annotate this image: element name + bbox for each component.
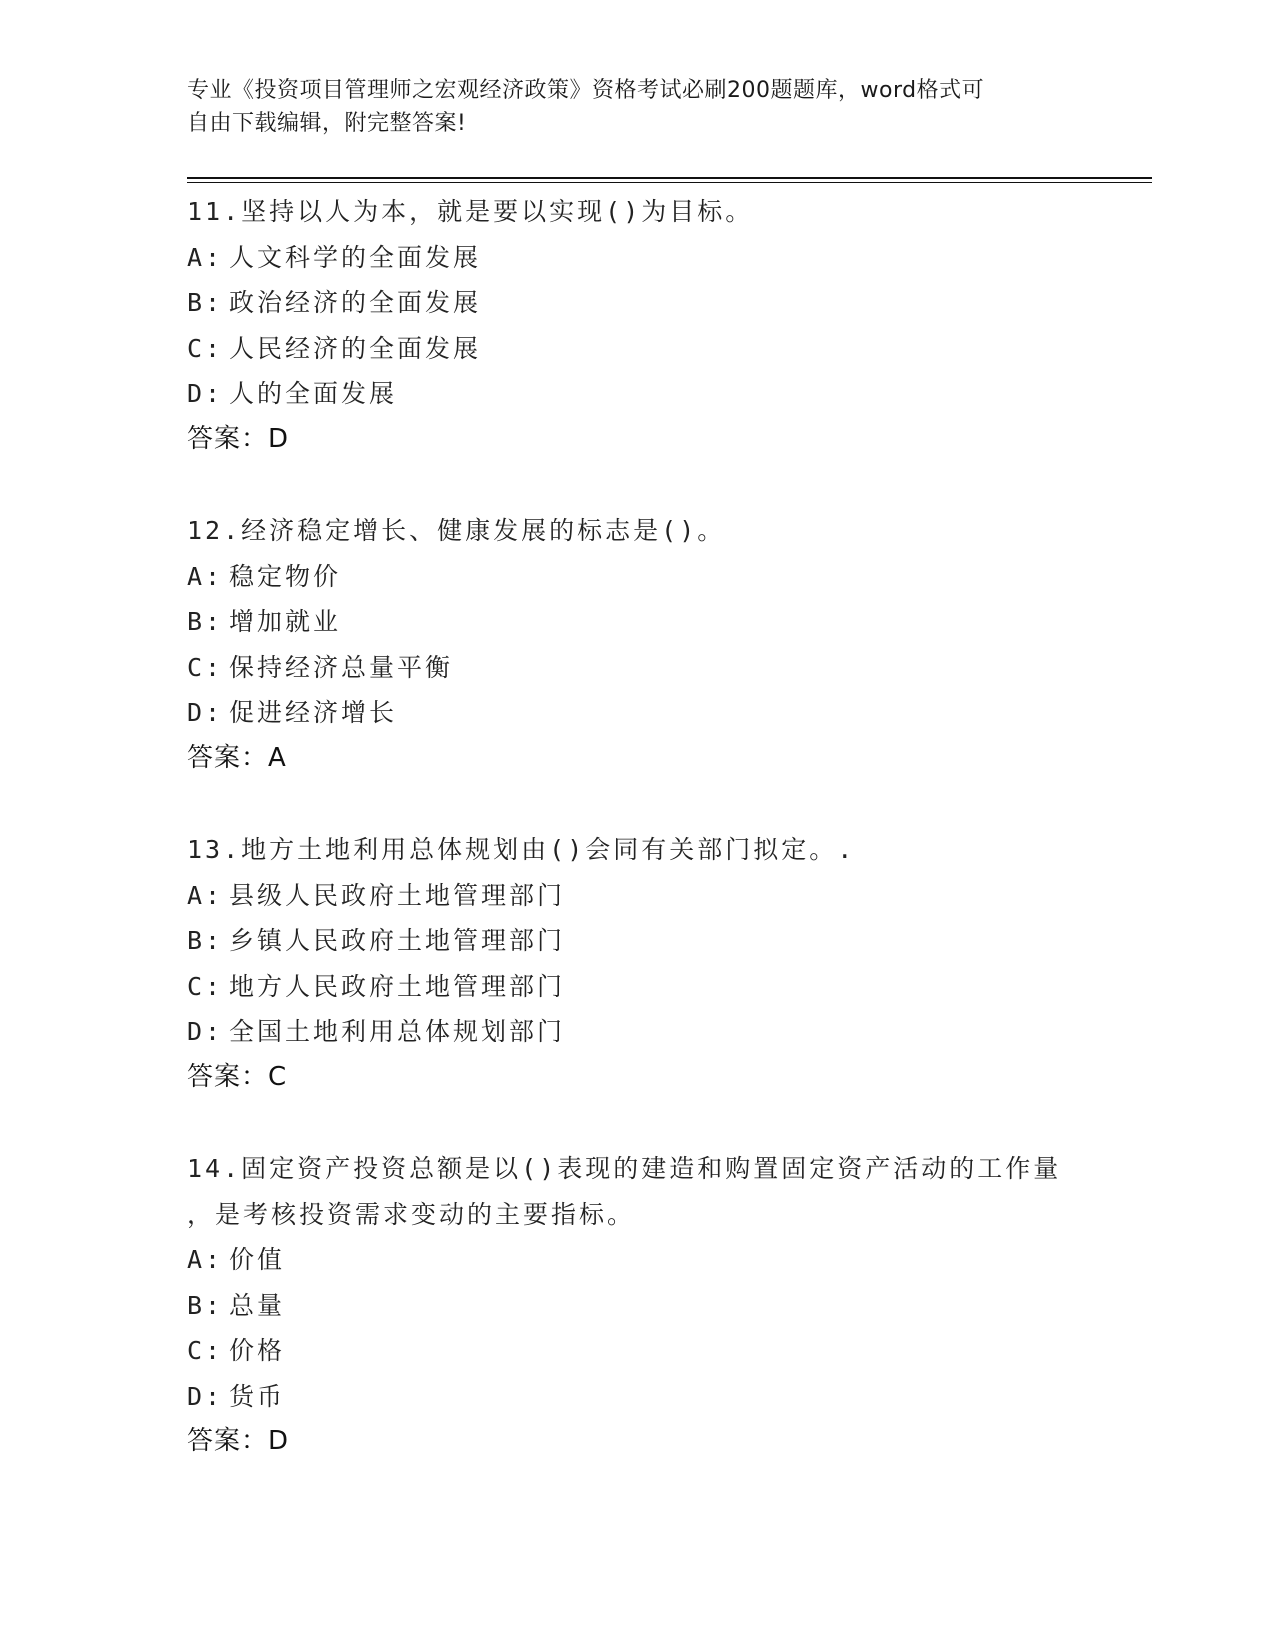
option-text: 人民经济的全面发展 [229, 333, 482, 363]
option-text: 总量 [229, 1290, 286, 1320]
question-11 [187, 189, 1117, 462]
option-key: D: [187, 698, 224, 727]
option-a [187, 235, 1117, 281]
option-a [187, 873, 1117, 919]
answer-line: 答案：D [187, 1426, 290, 1456]
option-text: 地方人民政府土地管理部门 [229, 971, 566, 1001]
option-b [187, 1283, 1117, 1329]
question-stem-continued: ，是考核投资需求变动的主要指标。 [187, 1199, 636, 1229]
option-c [187, 1328, 1117, 1374]
question-stem: 14.固定资产投资总额是以()表现的建造和购置固定资产活动的工作量 [187, 1154, 1062, 1183]
option-text: 稳定物价 [229, 561, 342, 591]
option-text: 人的全面发展 [229, 379, 398, 408]
option-b [187, 918, 1117, 964]
question-12 [187, 508, 1117, 781]
option-text: 政治经济的全面发展 [229, 288, 482, 317]
option-a [187, 1237, 1117, 1283]
option-d [187, 1009, 1117, 1055]
option-text: 增加就业 [229, 607, 342, 636]
option-text: 全国土地利用总体规划部门 [229, 1017, 566, 1046]
option-key: C: [187, 971, 224, 1001]
option-key: B: [187, 1290, 224, 1320]
question-stem: 13.地方土地利用总体规划由()会同有关部门拟定。. [187, 835, 856, 864]
option-key: D: [187, 379, 224, 408]
option-key: B: [187, 288, 224, 317]
option-b [187, 599, 1117, 645]
option-key: C: [187, 652, 224, 682]
option-key: D: [187, 1381, 224, 1411]
option-key: A: [187, 242, 224, 272]
option-key: A: [187, 1245, 224, 1274]
document-header [187, 74, 1067, 140]
question-stem: 11.坚持以人为本，就是要以实现()为目标。 [187, 197, 754, 226]
option-d [187, 690, 1117, 736]
option-text: 保持经济总量平衡 [229, 652, 454, 682]
option-text: 货币 [229, 1381, 286, 1411]
option-key: C: [187, 1336, 224, 1365]
option-key: D: [187, 1017, 224, 1046]
option-key: C: [187, 333, 224, 363]
option-text: 价值 [229, 1245, 286, 1274]
option-key: A: [187, 880, 224, 910]
option-text: 县级人民政府土地管理部门 [229, 880, 566, 910]
answer-line: 答案：C [187, 1061, 288, 1092]
option-key: B: [187, 607, 224, 636]
option-text: 价格 [229, 1336, 286, 1365]
option-key: B: [187, 926, 224, 955]
header-line-2: 自由下载编辑，附完整答案! [187, 111, 467, 136]
header-divider-thin [187, 182, 1152, 183]
answer-line: 答案：A [187, 742, 287, 773]
question-stem: 12.经济稳定增长、健康发展的标志是()。 [187, 516, 726, 545]
option-c [187, 645, 1117, 691]
header-divider-thick [187, 177, 1152, 179]
option-a [187, 554, 1117, 600]
option-d [187, 371, 1117, 417]
option-text: 人文科学的全面发展 [229, 242, 482, 272]
question-13 [187, 827, 1117, 1100]
option-c [187, 964, 1117, 1010]
option-b [187, 280, 1117, 326]
question-list [187, 189, 1117, 1511]
option-d [187, 1374, 1117, 1420]
option-text: 乡镇人民政府土地管理部门 [229, 926, 566, 955]
option-key: A: [187, 561, 224, 591]
header-line-1: 专业《投资项目管理师之宏观经济政策》资格考试必刷200题题库，word格式可 [187, 78, 985, 103]
option-text: 促进经济增长 [229, 698, 398, 727]
answer-line: 答案：D [187, 423, 290, 454]
option-c [187, 326, 1117, 372]
question-14 [187, 1146, 1117, 1465]
